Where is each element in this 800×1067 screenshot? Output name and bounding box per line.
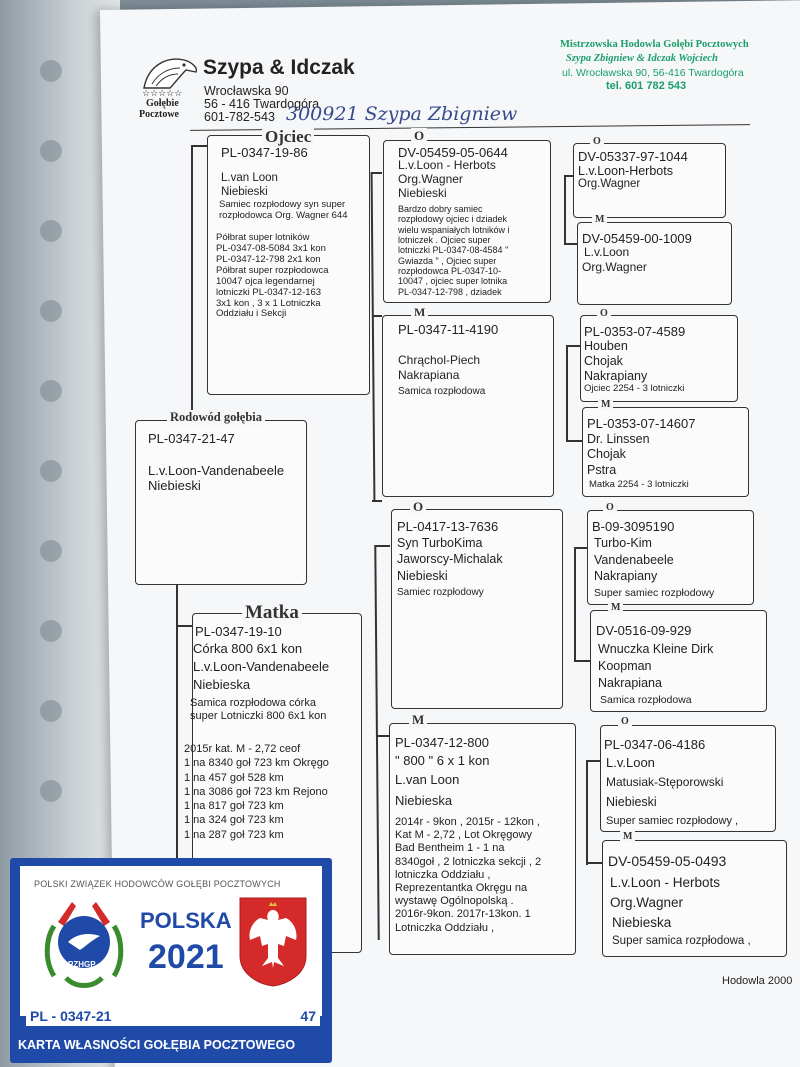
mother-ring: PL-0347-19-10 [195,624,282,639]
connector [586,862,602,864]
ff-desc: Bardzo dobry samiec rozpłodowy ojciec i dziadek wielu wspaniałych lotników i lotniczek . Ojciec super lotniczki PL-0347-08-4584 " Gwiazda " , Ojciec super rozpłodowca PL-0347-10- 10047 , ojciec super lotnika PL-0347-12-798 , dziadek [398,204,510,297]
mfm-color: Nakrapiana [598,676,662,690]
mm-name: " 800 " 6 x 1 kon [395,753,490,768]
ffm-owner: Org.Wagner [582,260,647,274]
father-ring: PL-0347-19-86 [221,145,308,160]
fm-color: Nakrapiana [398,368,460,382]
stamp-line-3: ul. Wrocławska 90, 56-416 Twardogóra [562,67,744,79]
hodowla-footer: Hodowla 2000 [722,975,793,987]
mff-breed: Turbo-Kim [594,536,652,550]
stamp-line-1: Mistrzowska Hodowla Gołębi Pocztowych [560,39,749,50]
mmm-sex-label: M [620,831,635,842]
fm-desc: Samica rozpłodowa [398,386,486,397]
fmf-color: Nakrapiany [584,369,648,383]
mm-desc: 2014r - 9kon , 2015r - 12kon , Kat M - 2,72 , Lot Okręgowy Bad Bentheim 1 - 1 na 8340goł , 2 lotniczka sekcji , 2 lotniczka Oddziału , Reprezentantka Okręgu na wystawę Ogólnopolską . 2016r-9kon. 2017r-13kon. 1 Lotniczka Oddziału , [395,816,542,934]
stamp-line-2: Szypa Zbigniew & Idczak Wojciech [566,53,718,64]
mfm-sex-label: M [608,602,623,613]
mf-owner: Jaworscy-Michalak [397,552,503,566]
pzhgp-logo-icon [40,896,128,996]
fmm-color: Pstra [587,463,617,477]
ff-breed: L.v.Loon - Herbots [398,158,496,172]
fmm-desc: Matka 2254 - 3 lotniczki [589,479,689,490]
fff-breed: L.v.Loon-Herbots [578,164,673,178]
connector [574,547,588,549]
mf-ring: PL-0417-13-7636 [397,519,499,534]
subject-line-2: Niebieski [148,478,201,493]
mfm-ring: DV-0516-09-929 [596,623,692,638]
mother-label: Matka [242,602,302,624]
mff-desc: Super samiec rozpłodowy [594,587,715,599]
connector [376,545,390,547]
mff-ring: B-09-3095190 [592,519,675,534]
card-inner [20,866,322,1016]
father-breed: L.van Loon [221,172,278,184]
connector [191,145,193,415]
mmf-desc: Super samiec rozpłodowy , [606,815,739,827]
mf-sex-label: O [410,499,426,515]
breeder-phone: 601-782-543 [204,110,275,124]
handwritten-note: 300921 Szypa Zbigniew [286,103,518,125]
fff-ring: DV-05337-97-1044 [578,149,688,164]
fmf-ring: PL-0353-07-4589 [584,324,686,339]
ffm-sex-label: M [592,214,607,225]
mmf-color: Niebieski [606,795,657,809]
polish-eagle-icon [238,896,308,988]
fmf-desc: Ojciec 2254 - 3 lotniczki [584,383,685,394]
father-desc-2: Półbrat super lotników PL-0347-08-5084 3x1 kon PL-0347-12-798 2x1 kon Półbrat super rozpłodowca 10047 ojca legendarnej lotniczki PL-0347-12-163 3x1 kon , 3 x 1 Lotniczka Oddziału i Sekcji [216,232,329,320]
mm-color: Niebieska [395,793,453,808]
mmm-owner: Org.Wagner [610,895,684,910]
ff-ring: DV-05459-05-0644 [398,145,508,160]
connector [176,583,178,883]
mmm-ring: DV-05459-05-0493 [608,853,727,869]
logo-stars: ☆☆☆☆☆ [142,88,183,98]
fmf-sex-label: O [597,308,611,319]
mff-sex-label: O [603,502,617,513]
connector [566,345,580,347]
mmm-breed: L.v.Loon - Herbots [610,875,721,890]
card-org: POLSKI ZWIĄZEK HODOWCÓW GOŁĘBI POCZTOWYCH [34,879,281,889]
mfm-owner: Koopman [598,659,652,673]
father-color: Niebieski [221,186,268,198]
mf-color: Niebieski [397,569,448,583]
fmf-breed: Houben [584,339,628,353]
mff-owner: Vandenabeele [594,553,674,567]
connector [374,545,379,940]
mm-ring: PL-0347-12-800 [395,735,489,750]
card-title: KARTA WŁASNOŚCI GOŁĘBIA POCZTOWEGO [18,1038,296,1052]
card-country: POLSKA [140,908,232,933]
card-year: 2021 [148,938,224,976]
mmf-ring: PL-0347-06-4186 [604,737,706,752]
connector [372,500,382,502]
ff-color: Niebieski [398,186,447,200]
mother-breed: L.v.Loon-Vandenabeele [193,659,330,674]
connector [566,345,568,440]
ff-owner: Org.Wagner [398,172,463,186]
connector [191,145,207,147]
mfm-desc: Samica rozpłodowa [600,694,692,706]
fm-breed: Chrąchol-Piech [398,353,481,367]
fff-sex-label: O [590,136,604,147]
connector [372,172,382,174]
fmm-ring: PL-0353-07-14607 [587,416,696,431]
fmf-owner: Chojak [584,354,623,368]
fmm-breed: Dr. Linssen [587,432,650,446]
fmm-sex-label: M [598,399,613,410]
card-ring: PL - 0347-21 [26,1006,234,1026]
mother-desc: Samica rozpłodowa córka super Lotniczki 800 6x1 kon [190,697,327,722]
mm-sex-label: M [409,712,427,728]
breeder-address-2: 56 - 416 Twardogóra [204,97,320,111]
connector [566,440,582,442]
ffm-ring: DV-05459-00-1009 [582,231,692,246]
connector [564,243,578,245]
fmm-owner: Chojak [587,447,626,461]
ownership-card [10,858,332,1063]
logo-caption-2: Pocztowe [139,109,179,120]
ff-sex-label: O [411,128,427,144]
mother-color: Niebieska [193,677,251,692]
father-desc: Samiec rozpłodowy syn super rozpłodowca Org. Wagner 644 [219,199,348,221]
mfm-name: Wnuczka Kleine Dirk [598,642,714,656]
logo-caption-1: Gołębie [146,98,179,109]
mm-breed: L.van Loon [395,772,460,787]
connector [586,760,600,762]
mmf-breed: L.v.Loon [606,755,655,770]
mf-desc: Samiec rozpłodowy [397,587,484,598]
pedigree-label: Rodowód gołębia [167,410,265,425]
father-label: Ojciec [262,127,314,147]
card-number: 47 [232,1006,320,1026]
breeder-name: Szypa & Idczak [203,56,355,79]
stamp-line-4: tel. 601 782 543 [606,80,687,92]
mmm-desc: Super samica rozpłodowa , [612,935,751,947]
connector [586,760,588,865]
mother-name: Córka 800 6x1 kon [193,641,303,656]
mff-color: Nakrapiany [594,569,658,583]
connector [176,625,192,627]
mother-results: 2015r kat. M - 2,72 ceof 1 na 8340 goł 723 km Okręgo 1 na 457 goł 528 km 1 na 3086 goł 723 km Rejono 1 na 817 goł 723 km 1 na 324 goł 723 km 1 na 287 goł 723 km [184,743,329,841]
mmf-sex-label: O [618,716,632,727]
connector [564,175,566,245]
pigeon-logo-icon [140,54,200,90]
subject-ring: PL-0347-21-47 [148,431,235,446]
ffm-breed: L.v.Loon [584,245,630,259]
fff-owner: Org.Wagner [578,178,641,190]
mmm-color: Niebieska [612,915,672,930]
connector [371,172,376,502]
mf-name: Syn TurboKima [397,536,483,550]
fm-ring: PL-0347-11-4190 [398,322,499,337]
connector [574,547,576,662]
subject-line-1: L.v.Loon-Vandenabeele [148,463,285,478]
breeder-address-1: Wrocławska 90 [204,84,289,98]
fm-box [382,315,554,497]
connector [376,735,390,737]
card-pzhgp: PZHGP [68,960,96,969]
connector [372,315,382,317]
mmf-owner: Matusiak-Stęporowski [606,775,724,789]
fm-sex-label: M [411,305,428,320]
